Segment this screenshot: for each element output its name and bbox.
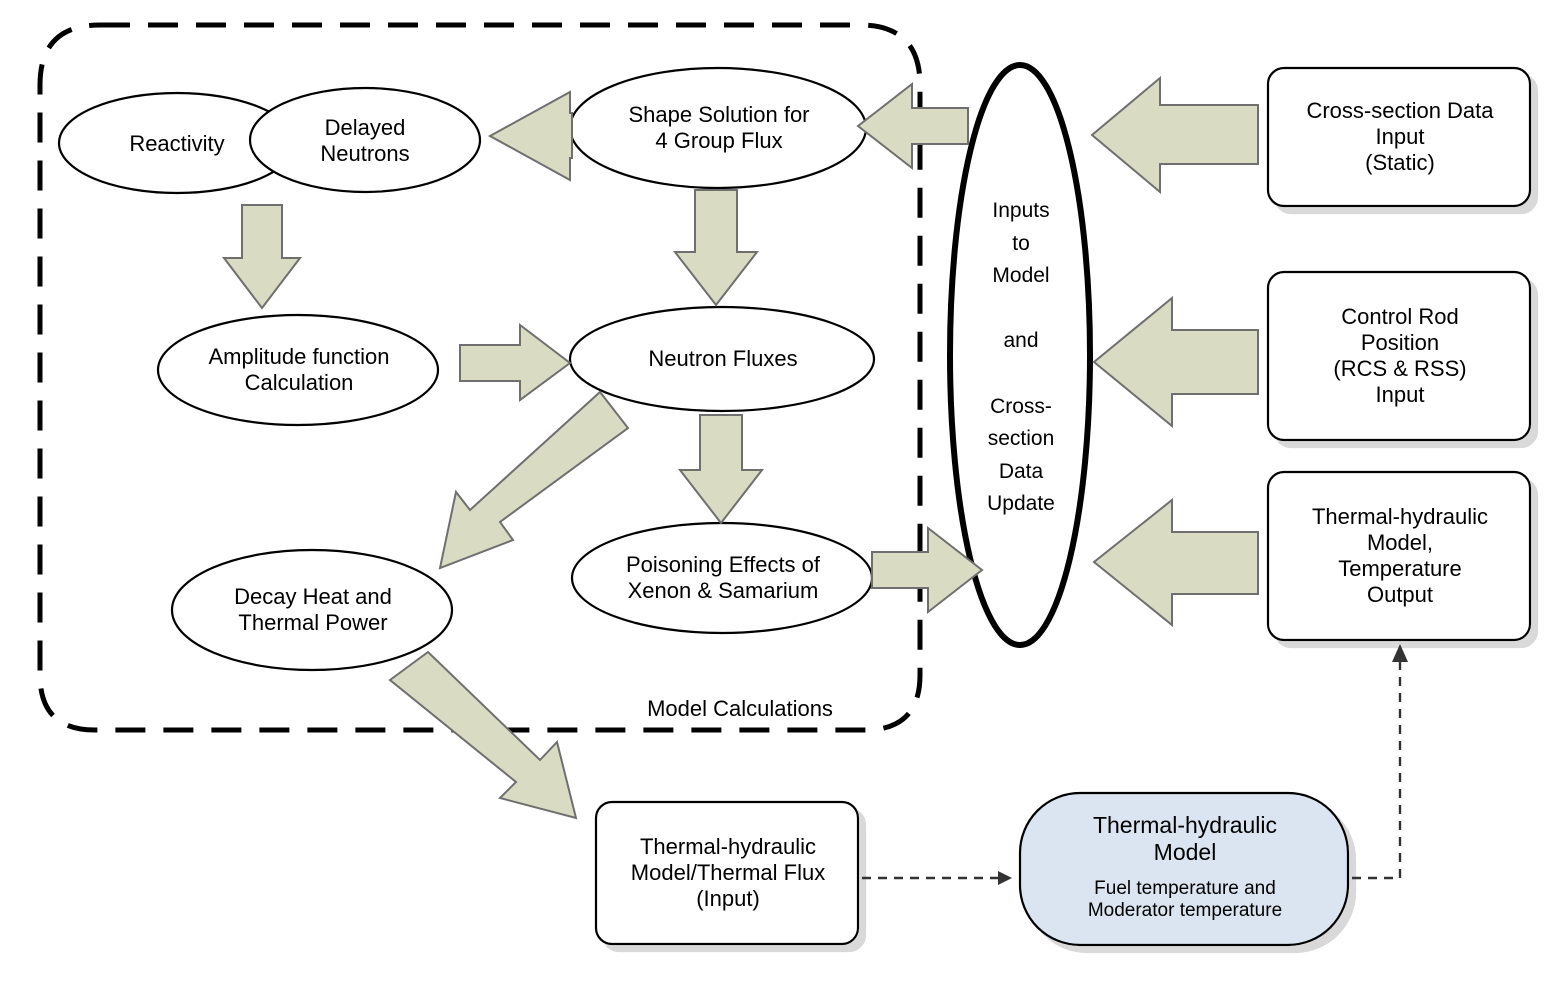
- label-thermal-hydraulic-model-subtitle: Fuel temperature and Moderator temperature: [1087, 877, 1283, 921]
- arrow-shape-to-delayed: [490, 92, 572, 180]
- hub-shape: [950, 65, 1090, 645]
- label-shape-solution: Shape Solution for 4 Group Flux: [628, 102, 810, 153]
- box-cross-section-data-input: [1268, 68, 1530, 206]
- label-inputs-to-model: Inputs to Model and Cross- section Data Update: [987, 199, 1055, 516]
- label-poisoning-effects: Poisoning Effects of Xenon & Samarium: [625, 552, 821, 603]
- label-delayed-neutrons: Delayed Neutrons: [320, 115, 410, 166]
- box-control-rod-position: [1268, 272, 1530, 440]
- label-thermal-hydraulic-input: Thermal-hydraulic Model/Thermal Flux (Input): [630, 834, 826, 911]
- label-neutron-fluxes: Neutron Fluxes: [648, 346, 798, 372]
- arrow-thoutput-to-hub: [1094, 500, 1258, 625]
- arrow-shape-to-fluxes: [675, 190, 757, 305]
- arrow-fluxes-to-poisoning: [680, 415, 762, 523]
- ellipse-decay-heat: [172, 550, 452, 670]
- label-control-rod-position: Control Rod Position (RCS & RSS) Input: [1333, 304, 1467, 407]
- arrow-fluxes-to-decay-heat: [440, 392, 628, 568]
- label-decay-heat: Decay Heat and Thermal Power: [234, 584, 392, 635]
- arrow-delayed-to-amplitude: [224, 205, 300, 308]
- label-cross-section-data-input: Cross-section Data Input (Static): [1306, 98, 1494, 175]
- box-thermal-hydraulic-model: [1020, 793, 1348, 945]
- arrow-controlrod-to-hub: [1094, 298, 1258, 426]
- label-amplitude-function: Amplitude function Calculation: [208, 344, 390, 395]
- arrow-hub-to-shape: [858, 84, 968, 168]
- ellipse-amplitude-function: [158, 315, 438, 425]
- ellipse-neutron-fluxes: [570, 307, 874, 411]
- arrow-amplitude-to-fluxes: [460, 325, 570, 400]
- box-thermal-hydraulic-input: [596, 802, 858, 944]
- label-reactivity: Reactivity: [129, 131, 225, 157]
- label-thermal-hydraulic-output: Thermal-hydraulic Model, Temperature Output: [1311, 504, 1489, 607]
- caption-model-calculations: Model Calculations: [647, 696, 833, 722]
- ellipse-delayed-neutrons: [250, 88, 480, 192]
- box-thermal-hydraulic-output: [1268, 472, 1530, 640]
- label-thermal-hydraulic-model-title: Thermal-hydraulic Model: [1092, 811, 1278, 865]
- ellipse-poisoning-effects: [572, 523, 872, 633]
- arrow-crosssection-to-hub: [1092, 78, 1258, 192]
- arrow-decayheat-to-thinput: [390, 652, 576, 818]
- ellipse-shape-solution: [570, 68, 866, 188]
